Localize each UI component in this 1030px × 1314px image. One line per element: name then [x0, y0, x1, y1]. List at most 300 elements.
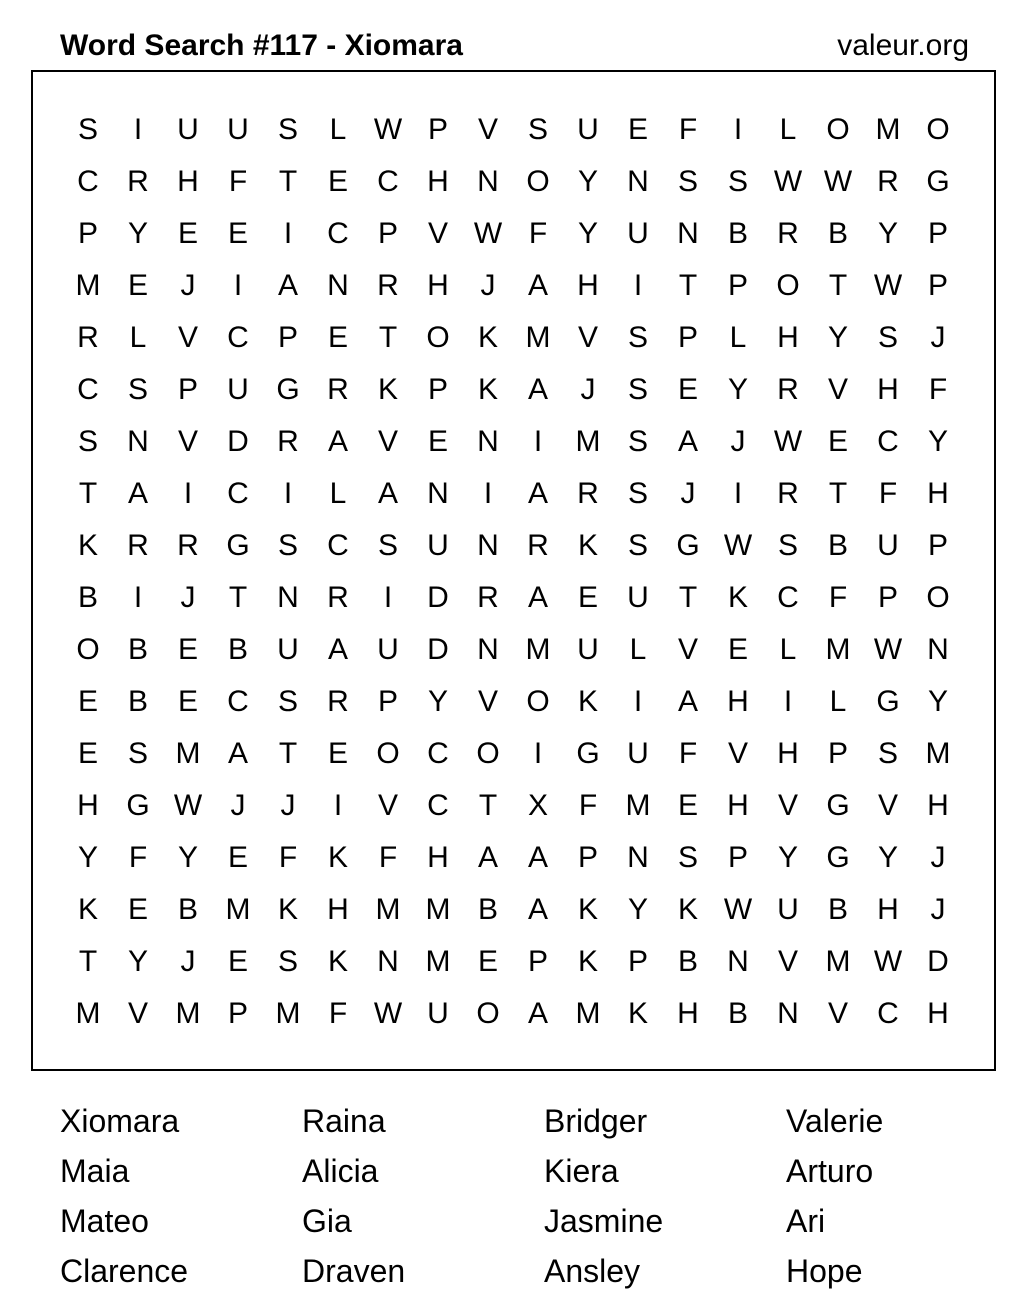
grid-cell[interactable]: K — [577, 945, 598, 978]
grid-cell[interactable]: G — [226, 529, 250, 562]
grid-cell[interactable]: S — [727, 165, 748, 198]
grid-cell[interactable]: O — [926, 581, 950, 614]
grid-cell[interactable]: T — [78, 477, 98, 510]
grid-cell[interactable]: S — [277, 945, 298, 978]
grid-cell[interactable]: U — [227, 373, 249, 406]
grid-cell[interactable]: F — [928, 373, 948, 406]
grid-cell[interactable]: K — [477, 373, 498, 406]
grid-cell[interactable]: P — [627, 945, 648, 978]
grid-cell[interactable]: E — [177, 685, 198, 718]
grid-cell[interactable]: G — [876, 685, 900, 718]
grid-cell[interactable]: K — [77, 893, 98, 926]
grid-cell[interactable]: I — [183, 477, 193, 510]
grid-cell[interactable]: V — [827, 373, 848, 406]
grid-cell[interactable]: M — [925, 737, 951, 770]
grid-cell[interactable]: I — [133, 581, 143, 614]
grid-cell[interactable]: N — [127, 425, 149, 458]
grid-cell[interactable]: K — [477, 321, 498, 354]
grid-cell[interactable]: O — [476, 997, 500, 1030]
grid-cell[interactable]: I — [383, 581, 393, 614]
grid-cell[interactable]: N — [627, 841, 649, 874]
grid-cell[interactable]: P — [427, 113, 448, 146]
grid-cell[interactable]: L — [129, 321, 147, 354]
grid-cell[interactable]: W — [723, 529, 753, 562]
grid-cell[interactable]: O — [526, 165, 550, 198]
grid-cell[interactable]: P — [227, 997, 248, 1030]
grid-cell[interactable]: C — [777, 581, 799, 614]
grid-cell[interactable]: J — [180, 269, 196, 302]
grid-cell[interactable]: M — [525, 633, 551, 666]
grid-cell[interactable]: E — [227, 841, 248, 874]
grid-cell[interactable]: P — [377, 217, 398, 250]
grid-cell[interactable]: N — [427, 477, 449, 510]
grid-cell[interactable]: U — [427, 529, 449, 562]
grid-cell[interactable]: E — [227, 217, 248, 250]
grid-cell[interactable]: H — [427, 165, 449, 198]
grid-cell[interactable]: R — [377, 269, 399, 302]
grid-cell[interactable]: B — [827, 529, 848, 562]
grid-cell[interactable]: M — [575, 997, 601, 1030]
grid-cell[interactable]: L — [629, 633, 647, 666]
grid-cell[interactable]: V — [377, 425, 398, 458]
grid-cell[interactable]: C — [77, 373, 99, 406]
grid-cell[interactable]: P — [427, 373, 448, 406]
grid-cell[interactable]: P — [727, 269, 748, 302]
grid-cell[interactable]: U — [427, 997, 449, 1030]
grid-cell[interactable]: G — [926, 165, 950, 198]
grid-cell[interactable]: M — [75, 997, 101, 1030]
grid-cell[interactable]: E — [177, 217, 198, 250]
grid-cell[interactable]: B — [177, 893, 198, 926]
grid-cell[interactable]: T — [278, 165, 298, 198]
grid-cell[interactable]: N — [477, 165, 499, 198]
grid-cell[interactable]: Y — [827, 321, 848, 354]
grid-cell[interactable]: S — [277, 685, 298, 718]
grid-cell[interactable]: V — [827, 997, 848, 1030]
grid-cell[interactable]: A — [527, 841, 548, 874]
grid-cell[interactable]: S — [77, 425, 98, 458]
grid-cell[interactable]: P — [577, 841, 598, 874]
grid-cell[interactable]: W — [773, 425, 803, 458]
grid-cell[interactable]: Y — [77, 841, 98, 874]
grid-cell[interactable]: V — [577, 321, 598, 354]
grid-cell[interactable]: N — [727, 945, 749, 978]
grid-cell[interactable]: B — [77, 581, 98, 614]
grid-cell[interactable]: P — [677, 321, 698, 354]
grid-cell[interactable]: R — [77, 321, 99, 354]
grid-cell[interactable]: U — [627, 737, 649, 770]
grid-cell[interactable]: L — [829, 685, 847, 718]
grid-cell[interactable]: U — [877, 529, 899, 562]
grid-cell[interactable]: S — [377, 529, 398, 562]
grid-cell[interactable]: Y — [427, 685, 448, 718]
grid-cell[interactable]: S — [127, 373, 148, 406]
grid-cell[interactable]: A — [327, 425, 348, 458]
grid-cell[interactable]: V — [427, 217, 448, 250]
grid-cell[interactable]: S — [677, 841, 698, 874]
grid-cell[interactable]: E — [127, 269, 148, 302]
grid-cell[interactable]: Y — [927, 425, 948, 458]
grid-cell[interactable]: A — [677, 425, 698, 458]
grid-cell[interactable]: T — [678, 581, 698, 614]
grid-cell[interactable]: N — [277, 581, 299, 614]
grid-cell[interactable]: N — [677, 217, 699, 250]
grid-cell[interactable]: T — [478, 789, 498, 822]
grid-cell[interactable]: M — [825, 633, 851, 666]
grid-cell[interactable]: M — [625, 789, 651, 822]
grid-cell[interactable]: M — [175, 737, 201, 770]
grid-cell[interactable]: R — [127, 529, 149, 562]
grid-cell[interactable]: S — [127, 737, 148, 770]
grid-cell[interactable]: H — [877, 373, 899, 406]
grid-cell[interactable]: K — [627, 997, 648, 1030]
grid-cell[interactable]: I — [333, 789, 343, 822]
grid-cell[interactable]: F — [528, 217, 548, 250]
grid-cell[interactable]: G — [826, 789, 850, 822]
grid-cell[interactable]: A — [527, 477, 548, 510]
grid-cell[interactable]: C — [877, 997, 899, 1030]
grid-cell[interactable]: A — [377, 477, 398, 510]
grid-cell[interactable]: J — [730, 425, 746, 458]
grid-cell[interactable]: J — [680, 477, 696, 510]
grid-cell[interactable]: C — [877, 425, 899, 458]
grid-cell[interactable]: Y — [577, 165, 598, 198]
grid-cell[interactable]: J — [930, 321, 946, 354]
grid-cell[interactable]: Y — [927, 685, 948, 718]
grid-cell[interactable]: G — [576, 737, 600, 770]
grid-cell[interactable]: H — [677, 997, 699, 1030]
grid-cell[interactable]: L — [779, 633, 797, 666]
grid-cell[interactable]: W — [473, 217, 503, 250]
grid-cell[interactable]: V — [777, 789, 798, 822]
grid-cell[interactable]: H — [577, 269, 599, 302]
grid-cell[interactable]: I — [283, 217, 293, 250]
grid-cell[interactable]: E — [577, 581, 598, 614]
grid-cell[interactable]: U — [777, 893, 799, 926]
grid-cell[interactable]: U — [627, 581, 649, 614]
grid-cell[interactable]: C — [327, 529, 349, 562]
grid-cell[interactable]: H — [777, 321, 799, 354]
grid-cell[interactable]: C — [427, 737, 449, 770]
grid-cell[interactable]: J — [230, 789, 246, 822]
grid-cell[interactable]: I — [533, 737, 543, 770]
grid-cell[interactable]: W — [873, 633, 903, 666]
grid-cell[interactable]: K — [77, 529, 98, 562]
grid-cell[interactable]: R — [477, 581, 499, 614]
grid-cell[interactable]: M — [825, 945, 851, 978]
grid-cell[interactable]: M — [875, 113, 901, 146]
grid-cell[interactable]: H — [777, 737, 799, 770]
grid-cell[interactable]: K — [577, 893, 598, 926]
grid-cell[interactable]: H — [727, 789, 749, 822]
grid-cell[interactable]: E — [477, 945, 498, 978]
grid-cell[interactable]: P — [927, 217, 948, 250]
grid-cell[interactable]: M — [425, 893, 451, 926]
grid-cell[interactable]: H — [927, 789, 949, 822]
grid-cell[interactable]: N — [327, 269, 349, 302]
grid-cell[interactable]: W — [173, 789, 203, 822]
grid-cell[interactable]: V — [127, 997, 148, 1030]
grid-cell[interactable]: C — [227, 477, 249, 510]
grid-cell[interactable]: E — [677, 373, 698, 406]
grid-cell[interactable]: U — [577, 113, 599, 146]
grid-cell[interactable]: K — [277, 893, 298, 926]
grid-cell[interactable]: I — [233, 269, 243, 302]
grid-cell[interactable]: N — [927, 633, 949, 666]
grid-cell[interactable]: E — [427, 425, 448, 458]
grid-cell[interactable]: K — [677, 893, 698, 926]
grid-cell[interactable]: S — [277, 113, 298, 146]
grid-cell[interactable]: V — [177, 321, 198, 354]
grid-cell[interactable]: F — [678, 113, 698, 146]
grid-cell[interactable]: I — [783, 685, 793, 718]
grid-cell[interactable]: L — [329, 477, 347, 510]
grid-cell[interactable]: T — [278, 737, 298, 770]
grid-cell[interactable]: O — [926, 113, 950, 146]
grid-cell[interactable]: T — [678, 269, 698, 302]
grid-cell[interactable]: P — [827, 737, 848, 770]
grid-cell[interactable]: A — [127, 477, 148, 510]
grid-cell[interactable]: R — [327, 685, 349, 718]
grid-cell[interactable]: F — [378, 841, 398, 874]
grid-cell[interactable]: V — [377, 789, 398, 822]
grid-cell[interactable]: T — [78, 945, 98, 978]
grid-cell[interactable]: I — [733, 477, 743, 510]
grid-cell[interactable]: W — [823, 165, 853, 198]
grid-cell[interactable]: B — [127, 633, 148, 666]
grid-cell[interactable]: N — [477, 529, 499, 562]
grid-cell[interactable]: I — [633, 685, 643, 718]
grid-cell[interactable]: P — [927, 269, 948, 302]
grid-cell[interactable]: S — [877, 737, 898, 770]
grid-cell[interactable]: R — [327, 373, 349, 406]
grid-cell[interactable]: F — [228, 165, 248, 198]
grid-cell[interactable]: T — [378, 321, 398, 354]
grid-cell[interactable]: O — [476, 737, 500, 770]
grid-cell[interactable]: B — [677, 945, 698, 978]
grid-cell[interactable]: E — [327, 737, 348, 770]
grid-cell[interactable]: D — [927, 945, 949, 978]
grid-cell[interactable]: Y — [127, 217, 148, 250]
grid-cell[interactable]: K — [577, 529, 598, 562]
grid-cell[interactable]: V — [727, 737, 748, 770]
grid-cell[interactable]: C — [427, 789, 449, 822]
grid-cell[interactable]: E — [727, 633, 748, 666]
grid-cell[interactable]: B — [727, 217, 748, 250]
grid-cell[interactable]: N — [377, 945, 399, 978]
grid-cell[interactable]: Y — [877, 841, 898, 874]
grid-cell[interactable]: S — [627, 529, 648, 562]
grid-cell[interactable]: P — [177, 373, 198, 406]
grid-cell[interactable]: Y — [877, 217, 898, 250]
grid-cell[interactable]: H — [427, 269, 449, 302]
grid-cell[interactable]: A — [227, 737, 248, 770]
grid-cell[interactable]: U — [377, 633, 399, 666]
grid-cell[interactable]: R — [277, 425, 299, 458]
grid-cell[interactable]: E — [227, 945, 248, 978]
grid-cell[interactable]: Y — [177, 841, 198, 874]
grid-cell[interactable]: E — [77, 685, 98, 718]
grid-cell[interactable]: J — [930, 893, 946, 926]
grid-cell[interactable]: A — [527, 581, 548, 614]
grid-cell[interactable]: D — [227, 425, 249, 458]
grid-cell[interactable]: F — [328, 997, 348, 1030]
grid-cell[interactable]: B — [477, 893, 498, 926]
grid-cell[interactable]: H — [427, 841, 449, 874]
grid-cell[interactable]: K — [727, 581, 748, 614]
grid-cell[interactable]: R — [577, 477, 599, 510]
grid-cell[interactable]: J — [580, 373, 596, 406]
grid-cell[interactable]: U — [577, 633, 599, 666]
grid-cell[interactable]: O — [776, 269, 800, 302]
grid-cell[interactable]: E — [177, 633, 198, 666]
grid-cell[interactable]: B — [127, 685, 148, 718]
grid-cell[interactable]: H — [877, 893, 899, 926]
grid-cell[interactable]: C — [77, 165, 99, 198]
grid-cell[interactable]: C — [327, 217, 349, 250]
grid-cell[interactable]: M — [275, 997, 301, 1030]
grid-cell[interactable]: X — [527, 789, 548, 822]
grid-cell[interactable]: K — [327, 945, 348, 978]
grid-cell[interactable]: W — [723, 893, 753, 926]
grid-cell[interactable]: N — [477, 425, 499, 458]
grid-cell[interactable]: W — [373, 997, 403, 1030]
grid-cell[interactable]: W — [773, 165, 803, 198]
grid-cell[interactable]: F — [578, 789, 598, 822]
grid-cell[interactable]: N — [477, 633, 499, 666]
grid-cell[interactable]: O — [826, 113, 850, 146]
grid-cell[interactable]: R — [527, 529, 549, 562]
grid-cell[interactable]: B — [727, 997, 748, 1030]
grid-cell[interactable]: R — [777, 217, 799, 250]
grid-cell[interactable]: V — [477, 685, 498, 718]
grid-cell[interactable]: I — [533, 425, 543, 458]
grid-cell[interactable]: F — [828, 581, 848, 614]
grid-cell[interactable]: U — [227, 113, 249, 146]
grid-cell[interactable]: G — [676, 529, 700, 562]
grid-cell[interactable]: I — [483, 477, 493, 510]
grid-cell[interactable]: R — [327, 581, 349, 614]
grid-cell[interactable]: L — [329, 113, 347, 146]
grid-cell[interactable]: V — [477, 113, 498, 146]
grid-cell[interactable]: V — [677, 633, 698, 666]
grid-cell[interactable]: N — [777, 997, 799, 1030]
grid-cell[interactable]: E — [327, 321, 348, 354]
grid-cell[interactable]: G — [126, 789, 150, 822]
grid-cell[interactable]: P — [727, 841, 748, 874]
grid-cell[interactable]: R — [877, 165, 899, 198]
grid-cell[interactable]: P — [377, 685, 398, 718]
grid-cell[interactable]: S — [627, 321, 648, 354]
grid-cell[interactable]: T — [828, 477, 848, 510]
grid-cell[interactable]: I — [633, 269, 643, 302]
grid-cell[interactable]: I — [133, 113, 143, 146]
grid-cell[interactable]: F — [128, 841, 148, 874]
grid-cell[interactable]: P — [927, 529, 948, 562]
grid-cell[interactable]: T — [828, 269, 848, 302]
grid-cell[interactable]: O — [376, 737, 400, 770]
grid-cell[interactable]: W — [873, 945, 903, 978]
grid-cell[interactable]: O — [526, 685, 550, 718]
grid-cell[interactable]: S — [627, 477, 648, 510]
grid-cell[interactable]: L — [729, 321, 747, 354]
grid-cell[interactable]: S — [627, 425, 648, 458]
grid-cell[interactable]: M — [575, 425, 601, 458]
grid-cell[interactable]: O — [426, 321, 450, 354]
grid-cell[interactable]: S — [277, 529, 298, 562]
grid-cell[interactable]: N — [627, 165, 649, 198]
grid-cell[interactable]: Y — [627, 893, 648, 926]
grid-cell[interactable]: A — [477, 841, 498, 874]
grid-cell[interactable]: H — [927, 997, 949, 1030]
grid-cell[interactable]: V — [777, 945, 798, 978]
grid-cell[interactable]: U — [627, 217, 649, 250]
grid-cell[interactable]: M — [375, 893, 401, 926]
grid-cell[interactable]: T — [228, 581, 248, 614]
grid-cell[interactable]: G — [276, 373, 300, 406]
grid-cell[interactable]: R — [127, 165, 149, 198]
grid-cell[interactable]: A — [527, 893, 548, 926]
grid-cell[interactable]: B — [227, 633, 248, 666]
grid-cell[interactable]: B — [827, 217, 848, 250]
grid-cell[interactable]: P — [527, 945, 548, 978]
grid-cell[interactable]: B — [827, 893, 848, 926]
grid-cell[interactable]: A — [327, 633, 348, 666]
grid-cell[interactable]: J — [480, 269, 496, 302]
grid-cell[interactable]: C — [227, 685, 249, 718]
grid-cell[interactable]: S — [627, 373, 648, 406]
grid-cell[interactable]: U — [177, 113, 199, 146]
grid-cell[interactable]: M — [175, 997, 201, 1030]
grid-cell[interactable]: P — [877, 581, 898, 614]
grid-cell[interactable]: L — [779, 113, 797, 146]
grid-cell[interactable]: H — [927, 477, 949, 510]
grid-cell[interactable]: J — [180, 581, 196, 614]
grid-cell[interactable]: E — [327, 165, 348, 198]
grid-cell[interactable]: S — [777, 529, 798, 562]
grid-cell[interactable]: M — [525, 321, 551, 354]
grid-cell[interactable]: H — [327, 893, 349, 926]
grid-cell[interactable]: A — [677, 685, 698, 718]
grid-cell[interactable]: J — [280, 789, 296, 822]
grid-cell[interactable]: E — [127, 893, 148, 926]
grid-cell[interactable]: S — [527, 113, 548, 146]
grid-cell[interactable]: D — [427, 581, 449, 614]
grid-cell[interactable]: A — [527, 997, 548, 1030]
grid-cell[interactable]: O — [76, 633, 100, 666]
grid-cell[interactable]: S — [877, 321, 898, 354]
grid-cell[interactable]: S — [77, 113, 98, 146]
grid-cell[interactable]: P — [77, 217, 98, 250]
grid-cell[interactable]: M — [75, 269, 101, 302]
grid-cell[interactable]: R — [777, 477, 799, 510]
grid-cell[interactable]: I — [733, 113, 743, 146]
grid-cell[interactable]: E — [627, 113, 648, 146]
grid-cell[interactable]: W — [873, 269, 903, 302]
grid-cell[interactable]: H — [77, 789, 99, 822]
grid-cell[interactable]: C — [227, 321, 249, 354]
grid-cell[interactable]: K — [327, 841, 348, 874]
grid-cell[interactable]: V — [877, 789, 898, 822]
grid-cell[interactable]: F — [678, 737, 698, 770]
grid-cell[interactable]: K — [377, 373, 398, 406]
grid-cell[interactable]: E — [77, 737, 98, 770]
grid-cell[interactable]: A — [527, 269, 548, 302]
grid-cell[interactable]: P — [277, 321, 298, 354]
grid-cell[interactable]: R — [777, 373, 799, 406]
grid-cell[interactable]: F — [278, 841, 298, 874]
grid-cell[interactable]: U — [277, 633, 299, 666]
